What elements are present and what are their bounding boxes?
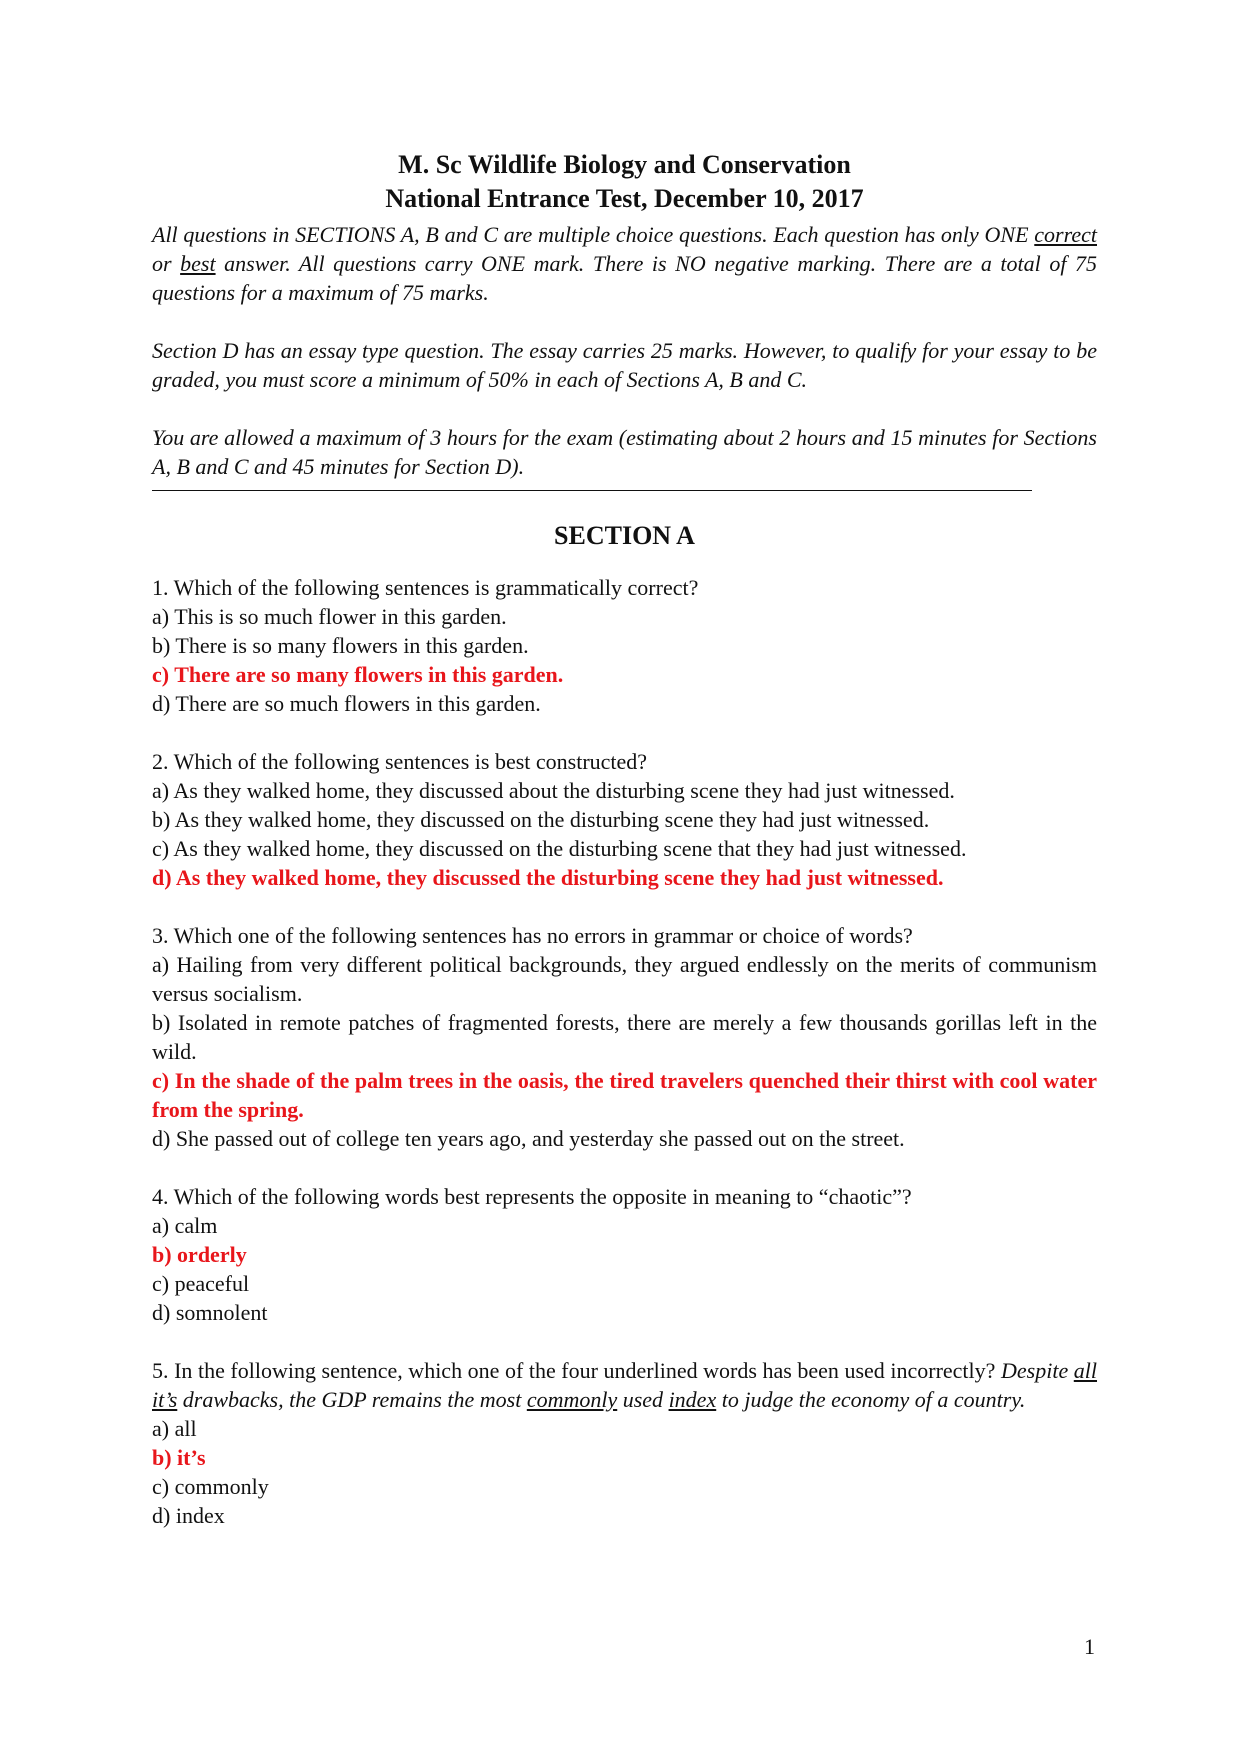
question-stem: 1. Which of the following sentences is grammatically correct? bbox=[152, 575, 699, 600]
underlined-word-commonly: commonly bbox=[526, 1387, 618, 1412]
example-sentence: Despite all it’s drawbacks, the GDP remains the most commonly used index to judge the economy of a country. bbox=[152, 1358, 1098, 1412]
underlined-word-index: index bbox=[668, 1387, 717, 1412]
horizontal-divider bbox=[152, 490, 1032, 491]
option-d: d) somnolent bbox=[152, 1300, 268, 1325]
option-d: d) She passed out of college ten years ago, and yesterday she passed out on the street. bbox=[152, 1126, 905, 1151]
option-a: a) Hailing from very different political backgrounds, they argued endlessly on the merits of communism versus socialism. bbox=[152, 952, 1097, 1006]
question-stem: 4. Which of the following words best represents the opposite in meaning to “chaotic”? bbox=[152, 1184, 912, 1209]
underlined-correct: correct bbox=[1034, 222, 1097, 247]
instructions-paragraph-2: Section D has an essay type question. The essay carries 25 marks. However, to qualify for your essay to be graded, you must score a minimum of 50% in each of Sections A, B and C. bbox=[152, 338, 1097, 392]
question-stem: 2. Which of the following sentences is best constructed? bbox=[152, 749, 648, 774]
title-line-2: National Entrance Test, December 10, 2017 bbox=[385, 184, 864, 213]
option-c: c) peaceful bbox=[152, 1271, 250, 1296]
question-3 bbox=[152, 921, 1097, 1153]
title-line-1: M. Sc Wildlife Biology and Conservation bbox=[398, 150, 851, 179]
option-c-correct-answer: c) In the shade of the palm trees in the oasis, the tired travelers quenched their thirst with cool water from the spring. bbox=[152, 1068, 1097, 1122]
option-a: a) all bbox=[152, 1416, 197, 1441]
question-4 bbox=[152, 1182, 1097, 1327]
option-b: b) As they walked home, they discussed on the disturbing scene they had just witnessed. bbox=[152, 807, 930, 832]
option-c: c) commonly bbox=[152, 1474, 269, 1499]
option-c: c) As they walked home, they discussed on the disturbing scene that they had just witnessed. bbox=[152, 836, 967, 861]
option-d: d) There are so much flowers in this garden. bbox=[152, 691, 541, 716]
question-1 bbox=[152, 573, 1097, 718]
question-stem: 3. Which one of the following sentences has no errors in grammar or choice of words? bbox=[152, 923, 913, 948]
option-d-correct-answer: d) As they walked home, they discussed the disturbing scene they had just witnessed. bbox=[152, 865, 944, 890]
option-b: b) Isolated in remote patches of fragmented forests, there are merely a few thousands gorillas left in the wild. bbox=[152, 1010, 1097, 1064]
option-a: a) calm bbox=[152, 1213, 218, 1238]
underlined-word-all: all bbox=[1073, 1358, 1098, 1383]
underlined-word-its: it’s bbox=[152, 1387, 178, 1412]
page-number: 1 bbox=[1084, 1634, 1095, 1659]
option-c-correct-answer: c) There are so many flowers in this garden. bbox=[152, 662, 564, 687]
option-b-correct-answer: b) it’s bbox=[152, 1445, 206, 1470]
exam-title bbox=[152, 148, 1097, 216]
instructions-paragraph-1: All questions in SECTIONS A, B and C are multiple choice questions. Each question has only ONE correct or best answer. All questions carry ONE mark. There is NO negative marking. There are a total of 75 questions for a maximum of 75 marks. bbox=[152, 222, 1097, 305]
option-d: d) index bbox=[152, 1503, 225, 1528]
question-stem: 5. In the following sentence, which one of the four underlined words has been used incorrectly? Despite all it’s drawbacks, the GDP remains the most commonly used index to judge the economy of a country. bbox=[152, 1358, 1098, 1412]
question-2 bbox=[152, 747, 1097, 892]
question-5 bbox=[152, 1356, 1097, 1530]
page-content bbox=[152, 148, 1097, 1559]
section-heading: SECTION A bbox=[554, 521, 695, 550]
option-b-correct-answer: b) orderly bbox=[152, 1242, 247, 1267]
option-a: a) As they walked home, they discussed about the disturbing scene they had just witnessed. bbox=[152, 778, 955, 803]
option-a: a) This is so much flower in this garden. bbox=[152, 604, 507, 629]
underlined-best: best bbox=[180, 251, 216, 276]
option-b: b) There is so many flowers in this garden. bbox=[152, 633, 529, 658]
instructions-paragraph-3: You are allowed a maximum of 3 hours for the exam (estimating about 2 hours and 15 minutes for Sections A, B and C and 45 minutes for Section D). bbox=[152, 425, 1097, 479]
instructions bbox=[152, 220, 1097, 481]
